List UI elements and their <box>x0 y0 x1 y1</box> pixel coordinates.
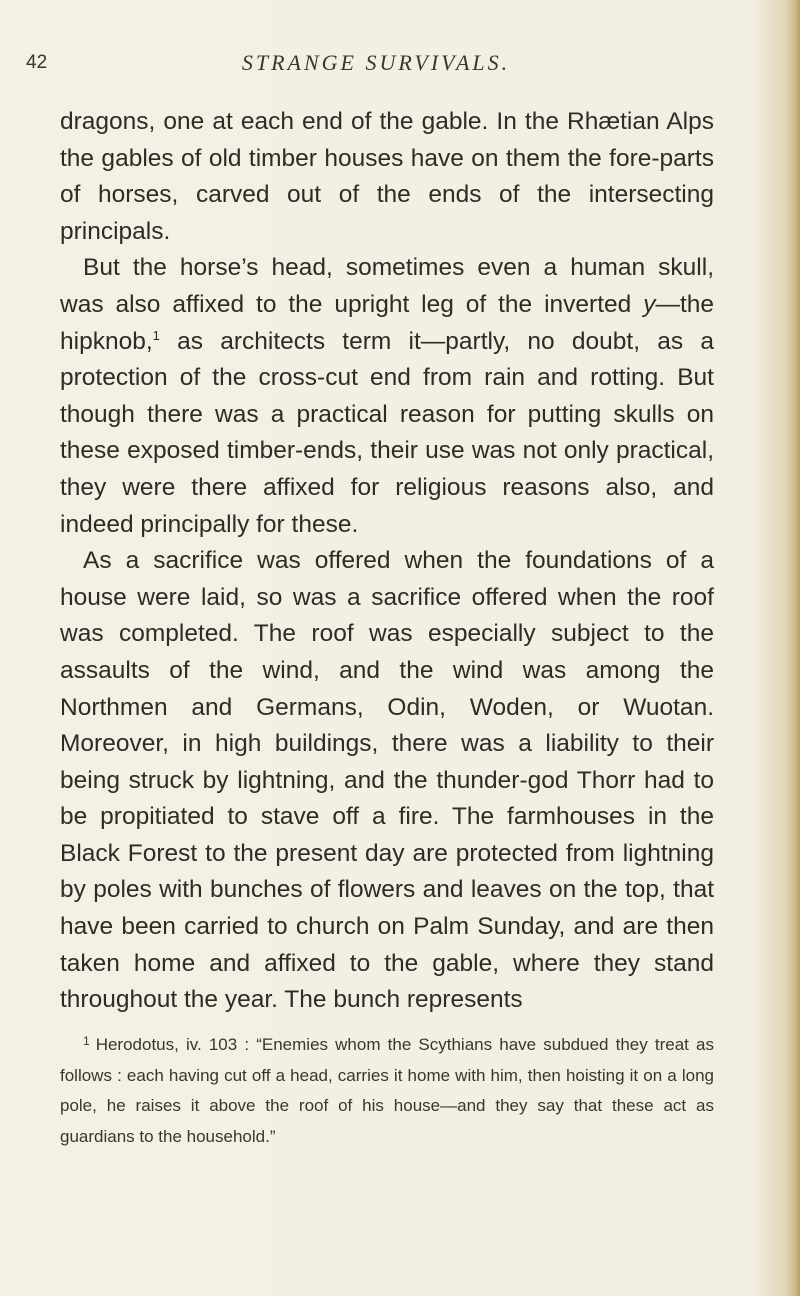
paragraph-3: As a sacrifice was offered when the foundations of a house were laid, so was a sacrifice offered when the roof was completed. The roof was especially subject to the assaults of the wind, and the wind was among the Northmen and Germans, Odin, Woden, or Wuotan. Moreover, in high buildings, there was a liability to their being struck by lightning, and the thunder-god Thorr had to be propitiated to stave off a fire. The farmhouses in the Black Forest to the present day are protected from lightning by poles with bunches of flowers and leaves on the top, that have been carried to church on Palm Sunday, and are then taken home and affixed to the gable, where they stand throughout the year. The bunch represents <box>60 547 714 1014</box>
footnote-paragraph <box>60 1026 714 1152</box>
paragraph-2-part-a: But the horse’s head, sometimes even a human skull, was also affixed to the upright leg of the inverted <box>60 254 714 318</box>
paragraph-2-part-c: as architects term it—partly, no doubt, as a protection of the cross-cut end from rain and rotting. But though there was a practical reason for putting skulls on these exposed timber-ends, their use was not only practical, they were there affixed for religious reasons also, and indeed principally for these. <box>60 327 714 538</box>
page-header <box>26 52 726 82</box>
page-number: 42 <box>26 52 48 73</box>
page-edge-shadow <box>786 0 800 1296</box>
paragraph-2 <box>60 250 714 543</box>
inverted-y-letter: y <box>643 290 656 318</box>
body-text <box>60 104 714 1019</box>
paragraph-2-part-b: —the hipknob, <box>60 290 714 355</box>
paragraph-1: dragons, one at each end of the gable. In the Rhætian Alps the gables of old timber houses have on them the fore-parts of horses, carved out of the ends of the intersecting principals. <box>60 108 714 245</box>
footnote-text: Herodotus, iv. 103 : “Enemies whom the Scythians have subdued they treat as follows : each having cut off a head, carries it home with him, then hoisting it on a long pole, he raises it above the roof of his house—and they say that these act as guardians to the household.” <box>60 1035 714 1146</box>
running-title: STRANGE SURVIVALS. <box>241 50 511 75</box>
footnote <box>60 1026 714 1152</box>
footnote-mark: 1 <box>83 1034 90 1048</box>
footnote-reference: 1 <box>152 327 160 343</box>
